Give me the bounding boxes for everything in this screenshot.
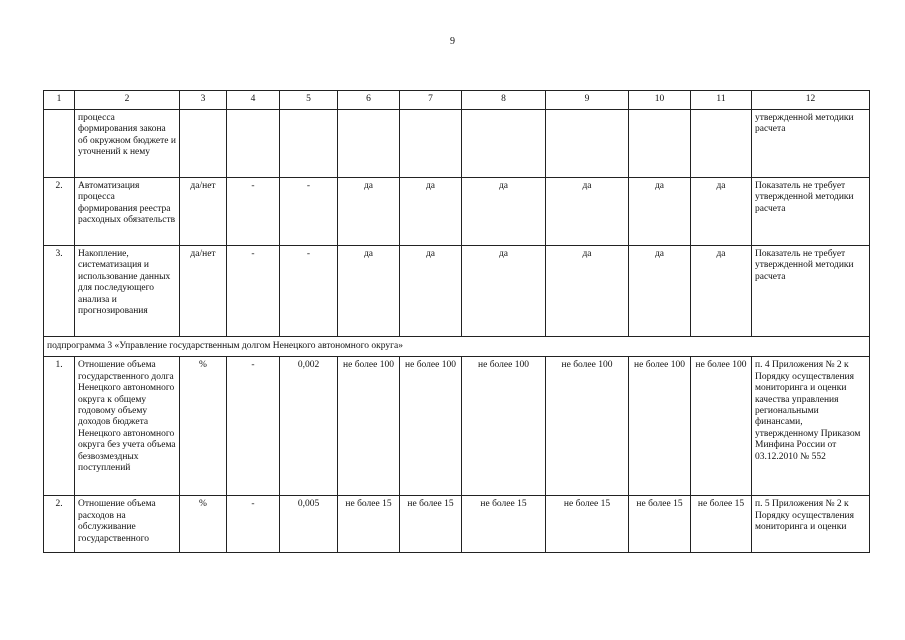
row-number: 2. (44, 496, 75, 553)
value-cell-11: да (691, 246, 752, 337)
unit-cell: да/нет (180, 246, 227, 337)
value-cell-11: не более 15 (691, 496, 752, 553)
note-cell: Показатель не требует утвержденной методики расчета (752, 246, 870, 337)
value-cell-8: не более 100 (462, 357, 546, 496)
indicator-name: Автоматизация процесса формирования реестра расходных обязательств (75, 178, 180, 246)
value-cell-8 (462, 110, 546, 178)
value-cell-4: - (227, 496, 280, 553)
value-cell-7: не более 15 (400, 496, 462, 553)
unit-cell: % (180, 357, 227, 496)
header-cell-5: 5 (280, 91, 338, 110)
value-cell-9: не более 100 (546, 357, 629, 496)
note-cell: п. 4 Приложения № 2 к Порядку осуществления мониторинга и оценки качества управления региональными финансами, утвержденному Приказом Минфина России от 03.12.2010 № 552 (752, 357, 870, 496)
value-cell-5: - (280, 246, 338, 337)
header-cell-9: 9 (546, 91, 629, 110)
header-cell-8: 8 (462, 91, 546, 110)
row-number: 1. (44, 357, 75, 496)
value-cell-9 (546, 110, 629, 178)
header-cell-12: 12 (752, 91, 870, 110)
value-cell-6 (338, 110, 400, 178)
value-cell-6: не более 100 (338, 357, 400, 496)
value-cell-10: да (629, 246, 691, 337)
value-cell-9: да (546, 178, 629, 246)
indicator-name: Накопление, систематизация и использование данных для последующего анализа и прогнозирования (75, 246, 180, 337)
value-cell-5: - (280, 178, 338, 246)
table-row (44, 246, 870, 337)
value-cell-10: да (629, 178, 691, 246)
value-cell-11: да (691, 178, 752, 246)
table-row (44, 178, 870, 246)
unit-cell: % (180, 496, 227, 553)
value-cell-10: не более 15 (629, 496, 691, 553)
header-cell-6: 6 (338, 91, 400, 110)
header-cell-1: 1 (44, 91, 75, 110)
subprogram-title: подпрограмма 3 «Управление государственным долгом Ненецкого автономного округа» (44, 337, 870, 357)
indicator-name: Отношение объема государственного долга Ненецкого автономного округа к общему годовому объему доходов бюджета Ненецкого автономного округа без учета объема безвозмездных поступлений (75, 357, 180, 496)
value-cell-7: не более 100 (400, 357, 462, 496)
indicator-name: процесса формирования закона об окружном бюджете и уточнений к нему (75, 110, 180, 178)
subprogram-row (44, 337, 870, 357)
value-cell-5: 0,005 (280, 496, 338, 553)
value-cell-8: не более 15 (462, 496, 546, 553)
value-cell-7: да (400, 178, 462, 246)
row-number: 2. (44, 178, 75, 246)
value-cell-4: - (227, 178, 280, 246)
value-cell-8: да (462, 178, 546, 246)
indicators-table (43, 90, 870, 553)
value-cell-5: 0,002 (280, 357, 338, 496)
value-cell-9: да (546, 246, 629, 337)
value-cell-11: не более 100 (691, 357, 752, 496)
header-cell-10: 10 (629, 91, 691, 110)
table-row (44, 110, 870, 178)
header-row (44, 91, 870, 110)
value-cell-7: да (400, 246, 462, 337)
value-cell-9: не более 15 (546, 496, 629, 553)
value-cell-4: - (227, 357, 280, 496)
unit-cell: да/нет (180, 178, 227, 246)
value-cell-7 (400, 110, 462, 178)
value-cell-10: не более 100 (629, 357, 691, 496)
value-cell-5 (280, 110, 338, 178)
header-cell-7: 7 (400, 91, 462, 110)
value-cell-6: не более 15 (338, 496, 400, 553)
header-cell-3: 3 (180, 91, 227, 110)
value-cell-8: да (462, 246, 546, 337)
value-cell-6: да (338, 178, 400, 246)
page-number: 9 (450, 36, 455, 47)
unit-cell (180, 110, 227, 178)
row-number: 3. (44, 246, 75, 337)
value-cell-4 (227, 110, 280, 178)
note-cell: утвержденной методики расчета (752, 110, 870, 178)
note-cell: Показатель не требует утвержденной методики расчета (752, 178, 870, 246)
header-cell-2: 2 (75, 91, 180, 110)
value-cell-10 (629, 110, 691, 178)
value-cell-11 (691, 110, 752, 178)
table-row (44, 357, 870, 496)
header-cell-4: 4 (227, 91, 280, 110)
note-cell: п. 5 Приложения № 2 к Порядку осуществления мониторинга и оценки (752, 496, 870, 553)
value-cell-4: - (227, 246, 280, 337)
table-row (44, 496, 870, 553)
value-cell-6: да (338, 246, 400, 337)
header-cell-11: 11 (691, 91, 752, 110)
indicator-name: Отношение объема расходов на обслуживание государственного (75, 496, 180, 553)
row-number (44, 110, 75, 178)
